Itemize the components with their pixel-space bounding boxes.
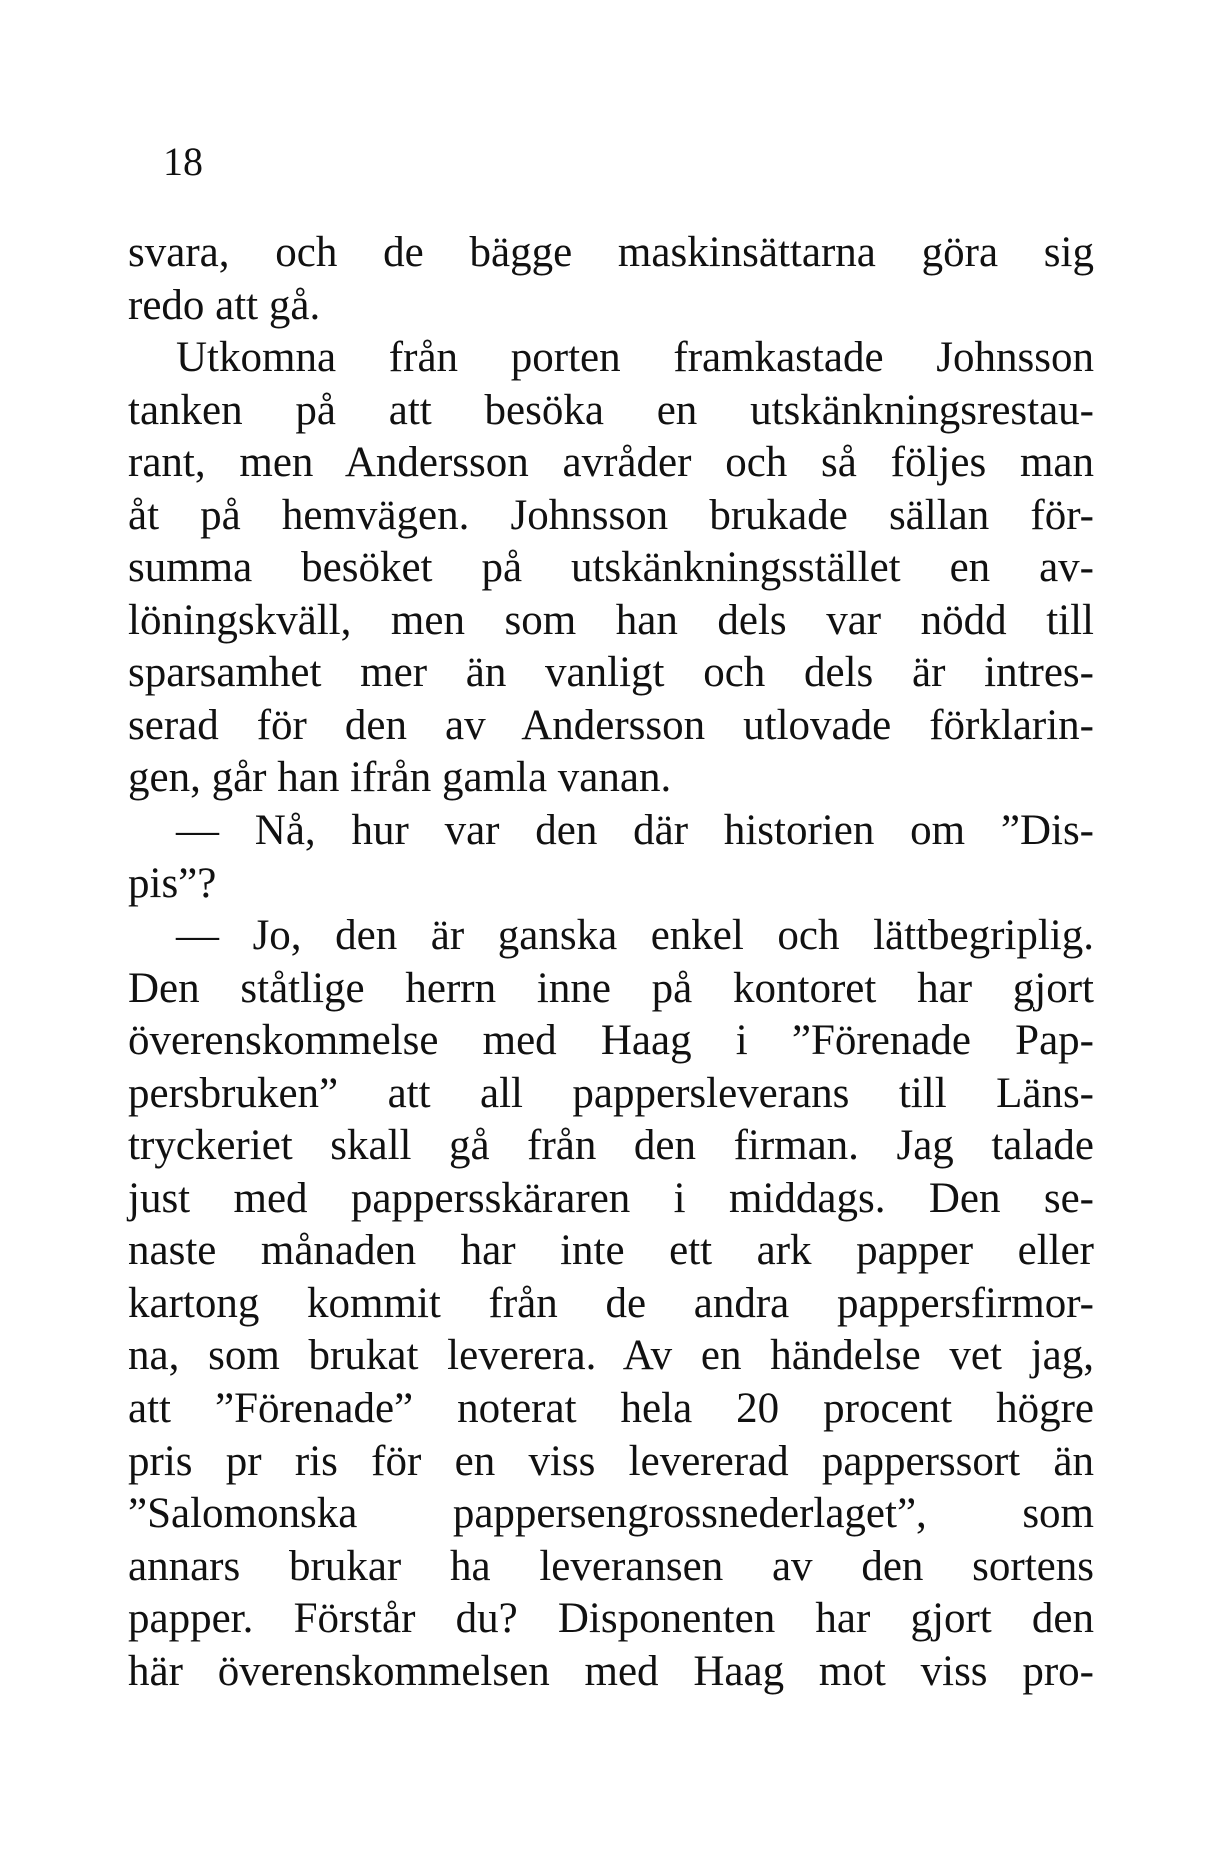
- text-line: persbruken” att all pappersleverans till Läns-: [128, 1069, 1094, 1117]
- text-line: rant, men Andersson avråder och så följes man: [128, 439, 1094, 487]
- text-line: svara, och de bägge maskinsättarna göra sig: [128, 229, 1094, 276]
- text-line: papper. Förstår du? Disponenten har gjort den: [128, 1595, 1094, 1643]
- text-line: redo att gå.: [128, 281, 321, 329]
- text-line: tanken på att besöka en utskänkningsrestau-: [128, 386, 1094, 434]
- text-line: ”Salomonska pappersengrossnederlaget”, som: [128, 1490, 1094, 1538]
- text-line: överenskommelse med Haag i ”Förenade Pap-: [128, 1017, 1094, 1065]
- text-line: pis”?: [128, 859, 217, 907]
- text-line: — Jo, den är ganska enkel och lättbegriplig.: [176, 912, 1094, 960]
- text-line: att ”Förenade” noterat hela 20 procent högre: [128, 1385, 1094, 1433]
- text-line: Den ståtlige herrn inne på kontoret har gjort: [128, 964, 1094, 1012]
- text-line: naste månaden har inte ett ark papper eller: [128, 1227, 1094, 1275]
- text-line: summa besöket på utskänkningsstället en av-: [128, 544, 1094, 592]
- text-line: serad för den av Andersson utlovade förklarin-: [128, 701, 1094, 749]
- text-line: löningskväll, men som han dels var nödd till: [128, 596, 1094, 644]
- body-text: [128, 227, 1094, 1698]
- text-line: na, som brukat leverera. Av en händelse vet jag,: [128, 1332, 1094, 1380]
- text-line: sparsamhet mer än vanligt och dels är intres-: [128, 649, 1094, 697]
- text-line: just med pappersskäraren i middags. Den se-: [128, 1174, 1094, 1222]
- text-line: Utkomna från porten framkastade Johnsson: [176, 334, 1094, 382]
- page-number: 18: [163, 139, 203, 184]
- text-line: — Nå, hur var den där historien om ”Dis-: [176, 807, 1094, 855]
- text-line: gen, går han ifrån gamla vanan.: [128, 754, 672, 802]
- text-line: annars brukar ha leveransen av den sortens: [128, 1542, 1094, 1590]
- text-line: pris pr ris för en viss levererad papperssort än: [128, 1437, 1094, 1485]
- text-line: kartong kommit från de andra pappersfirmor-: [128, 1279, 1094, 1327]
- text-line: åt på hemvägen. Johnsson brukade sällan för-: [128, 491, 1094, 539]
- text-line: här överenskommelsen med Haag mot viss pro-: [128, 1647, 1094, 1695]
- text-line: tryckeriet skall gå från den firman. Jag talade: [128, 1122, 1094, 1170]
